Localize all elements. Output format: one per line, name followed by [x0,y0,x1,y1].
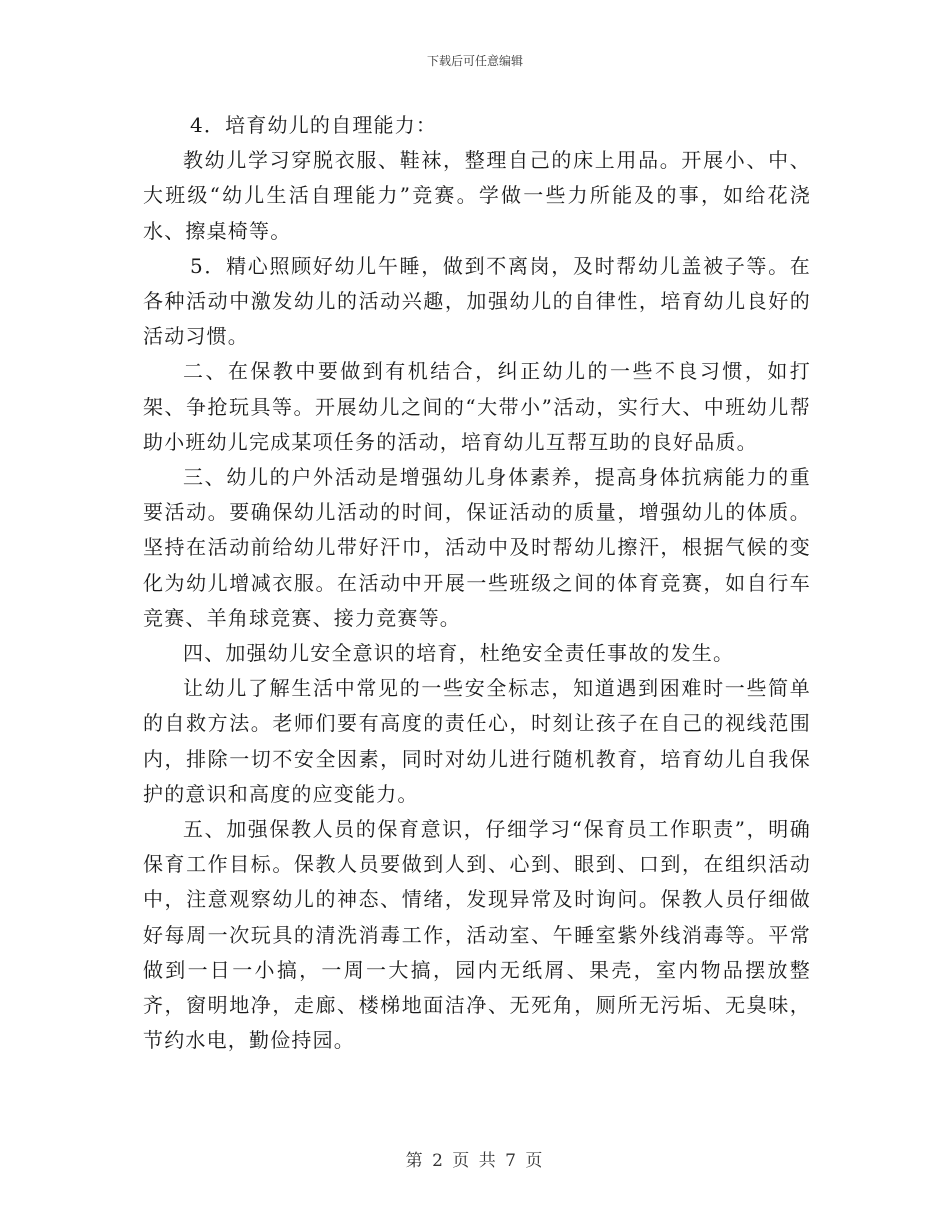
paragraph-section-four-heading: 四、加强幼儿安全意识的培育，杜绝安全责任事故的发生。 [183,641,735,666]
document-body [143,108,811,1058]
paragraph-nap-care: 5．精心照顾好幼儿午睡，做到不离岗，及时帮幼儿盖被子等。在各种活动中激发幼儿的活动兴趣，加强幼儿的自律性，培育幼儿良好的活动习惯。 [143,253,811,349]
page-header-note: 下载后可任意编辑 [426,54,523,68]
paragraph-section-four-details: 让幼儿了解生活中常见的一些安全标志，知道遇到困难时一些简单的自救方法。老师们要有高度的责任心，时刻让孩子在自己的视线范围内，排除一切不安全因素，同时对幼儿进行随机教育，培育幼儿自我保护的意识和高度的应变能力。 [143,676,811,806]
paragraph-section-two: 二、在保教中要做到有机结合，纠正幼儿的一些不良习惯，如打架、争抢玩具等。开展幼儿之间的“大带小”活动，实行大、中班幼儿帮助小班幼儿完成某项任务的活动，培育幼儿互帮互助的良好品质。 [143,359,811,454]
paragraph-section-five: 五、加强保教人员的保育意识，仔细学习“保育员工作职责”，明确保育工作目标。保教人员要做到人到、心到、眼到、口到，在组织活动中，注意观察幼儿的神态、情绪，发现异常及时询问。保教人员仔细做好每周一次玩具的清洗消毒工作，活动室、午睡室紫外线消毒等。平常做到一日一小搞，一周一大搞，园内无纸屑、果壳，室内物品摆放整齐，窗明地净，走廊、楼梯地面洁净、无死角，厕所无污垢、无臭味，节约水电，勤俭持园。 [143,817,811,1053]
paragraph-selfcare-heading: 4．培育幼儿的自理能力： [190,113,438,137]
page-number-footer: 第 2 页 共 7 页 [405,1151,545,1171]
paragraph-selfcare-details: 教幼儿学习穿脱衣服、鞋袜，整理自己的床上用品。开展小、中、大班级“幼儿生活自理能力”竞赛。学做一些力所能及的事，如给花浇水、擦桌椅等。 [143,148,811,243]
paragraph-section-three: 三、幼儿的户外活动是增强幼儿身体素养，提高身体抗病能力的重要活动。要确保幼儿活动的时间，保证活动的质量，增强幼儿的体质。坚持在活动前给幼儿带好汗巾，活动中及时帮幼儿擦汗，根据气候的变化为幼儿增减衣服。在活动中开展一些班级之间的体育竞赛，如自行车竞赛、羊角球竞赛、接力竞赛等。 [143,465,811,630]
